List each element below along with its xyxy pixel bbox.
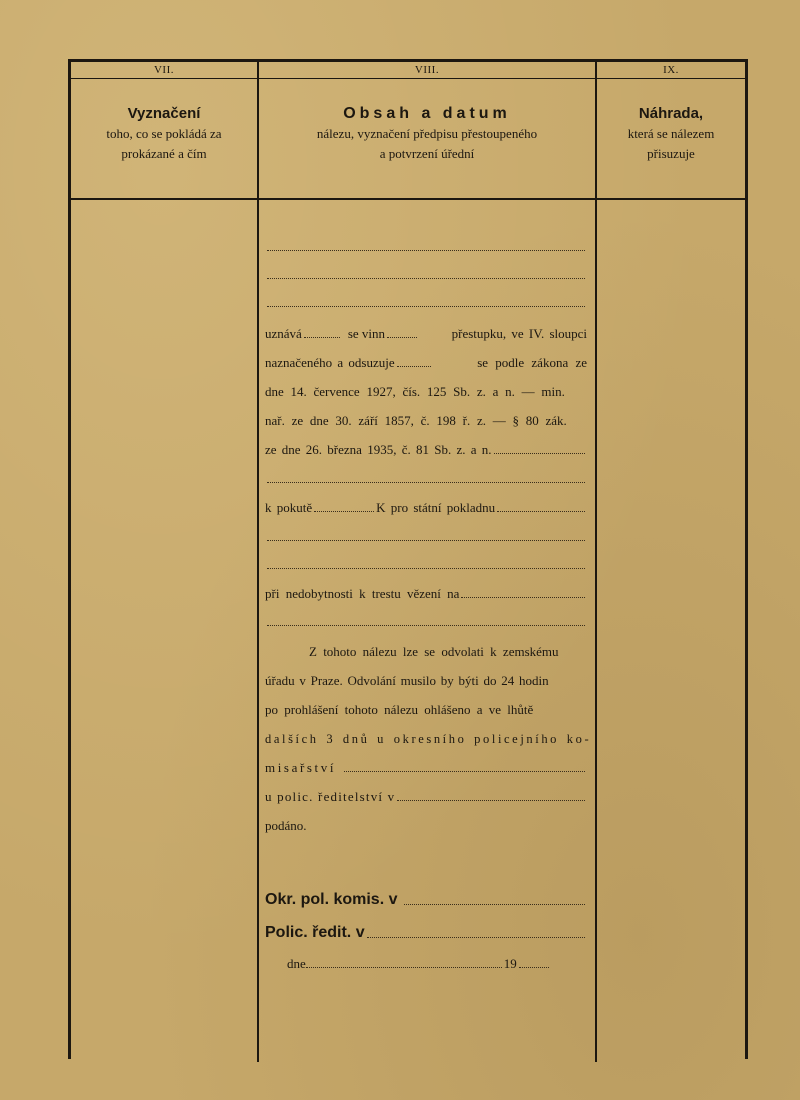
blank-line-5[interactable] — [265, 525, 587, 545]
verdict-line-1 — [265, 322, 587, 342]
text-year-prefix: 19 — [503, 956, 517, 971]
table-top-border — [68, 59, 748, 62]
verdict-line-2 — [265, 351, 587, 371]
text-polic-redit: Polic. ředit. v — [265, 924, 365, 941]
imprisonment-line — [265, 582, 587, 602]
blank-line-7[interactable] — [265, 610, 587, 630]
blank-line-2[interactable] — [265, 263, 587, 283]
verdict-line-5 — [265, 438, 587, 458]
commissariat-field[interactable] — [344, 771, 585, 772]
column-number-7: VII. — [153, 64, 175, 76]
blank-field[interactable] — [397, 366, 431, 367]
table-left-border — [68, 59, 71, 1059]
date-line — [265, 952, 587, 972]
appeal-text-5: misařství — [265, 760, 337, 775]
signature-line-2 — [265, 918, 587, 942]
blank-field[interactable] — [267, 306, 585, 307]
column-title-7: Vyznačení — [127, 105, 201, 122]
signature-line-1 — [265, 885, 587, 909]
fine-line — [265, 496, 587, 516]
column-header-8 — [260, 104, 594, 164]
column-header-7 — [72, 104, 256, 164]
text-law-1935: ze dne 26. března 1935, č. 81 Sb. z. a n. — [265, 442, 492, 457]
blank-line-4[interactable] — [265, 467, 587, 487]
verdict-line-4 — [265, 409, 587, 429]
blank-field[interactable] — [304, 337, 340, 338]
blank-field[interactable] — [267, 540, 585, 541]
column-title-9: Náhrada, — [638, 105, 704, 122]
directorate-place-field[interactable] — [367, 937, 585, 938]
text-nedobytnosti: při nedobytnosti k trestu vězení na — [265, 586, 460, 601]
blank-field[interactable] — [267, 568, 585, 569]
verdict-line-3 — [265, 380, 587, 400]
text-dne: dne — [287, 956, 306, 971]
commissariat-place-field[interactable] — [404, 904, 586, 905]
imprisonment-field[interactable] — [461, 597, 585, 598]
blank-field[interactable] — [497, 511, 585, 512]
text-uznava: uznává — [265, 326, 302, 341]
blank-field[interactable] — [267, 482, 585, 483]
text-statni-pokladnu: K pro státní pokladnu — [376, 500, 496, 515]
text-law-1857: nař. ze dne 30. září 1857, č. 198 ř. z. — § 80 zák. — [265, 413, 567, 428]
directorate-field[interactable] — [397, 800, 585, 801]
column-header-9 — [598, 104, 744, 164]
column-subtitle-9b: přisuzuje — [647, 146, 695, 161]
appeal-line-5 — [265, 756, 587, 776]
column-divider-1 — [257, 62, 259, 1062]
appeal-line-2 — [265, 669, 587, 689]
text-se-vinn: se vinn — [347, 326, 386, 341]
text-k-pokute: k pokutě — [265, 500, 313, 515]
column-number-divider — [68, 78, 748, 79]
blank-line-6[interactable] — [265, 553, 587, 573]
column-title-8: Obsah a datum — [343, 105, 511, 122]
table-right-border — [745, 59, 748, 1059]
blank-field[interactable] — [267, 250, 585, 251]
year-field[interactable] — [519, 967, 549, 968]
appeal-text-7: podáno. — [265, 818, 307, 833]
column-subtitle-8a: nálezu, vyznačení předpisu přestoupeného — [316, 126, 538, 141]
appeal-line-7 — [265, 814, 587, 834]
appeal-text-6: u polic. ředitelství v — [265, 789, 396, 804]
text-okr-pol-komis: Okr. pol. komis. v — [265, 891, 398, 908]
text-se-podle: se podle zákona ze — [477, 355, 587, 370]
blank-field[interactable] — [494, 453, 586, 454]
text-prestupku: přestupku, ve IV. sloupci — [451, 326, 587, 341]
column-divider-2 — [595, 62, 597, 1062]
blank-field[interactable] — [267, 278, 585, 279]
column-number-8: VIII. — [414, 64, 440, 76]
appeal-text-3: po prohlášení tohoto nálezu ohlášeno a ve lhůtě — [265, 702, 534, 717]
appeal-text-2: úřadu v Praze. Odvolání musilo by býti do 24 hodin — [265, 673, 549, 688]
appeal-text-1: Z tohoto nálezu lze se odvolati k zemskému — [309, 644, 559, 659]
date-field[interactable] — [306, 967, 502, 968]
blank-field[interactable] — [387, 337, 417, 338]
column-number-9: IX. — [663, 64, 679, 76]
column-subtitle-9a: která se nálezem — [627, 126, 715, 141]
blank-field[interactable] — [267, 625, 585, 626]
column-subtitle-7b: prokázané a čím — [121, 146, 207, 161]
column-subtitle-8b: a potvrzení úřední — [379, 146, 475, 161]
fine-amount-field[interactable] — [314, 511, 374, 512]
header-bottom-border — [68, 198, 748, 200]
text-law-1927: dne 14. července 1927, čís. 125 Sb. z. a n. — min. — [265, 384, 565, 399]
column-subtitle-7a: toho, co se pokládá za — [106, 126, 222, 141]
appeal-line-4 — [265, 727, 592, 747]
appeal-line-1 — [265, 640, 587, 660]
text-naznaceneho: naznačeného a odsuzuje — [265, 355, 395, 370]
appeal-line-3 — [265, 698, 587, 718]
blank-line-3[interactable] — [265, 291, 587, 311]
blank-line-1[interactable] — [265, 235, 587, 255]
appeal-line-6 — [265, 785, 587, 805]
appeal-text-4: dalších 3 dnů u okresního policejního ko- — [265, 732, 592, 746]
